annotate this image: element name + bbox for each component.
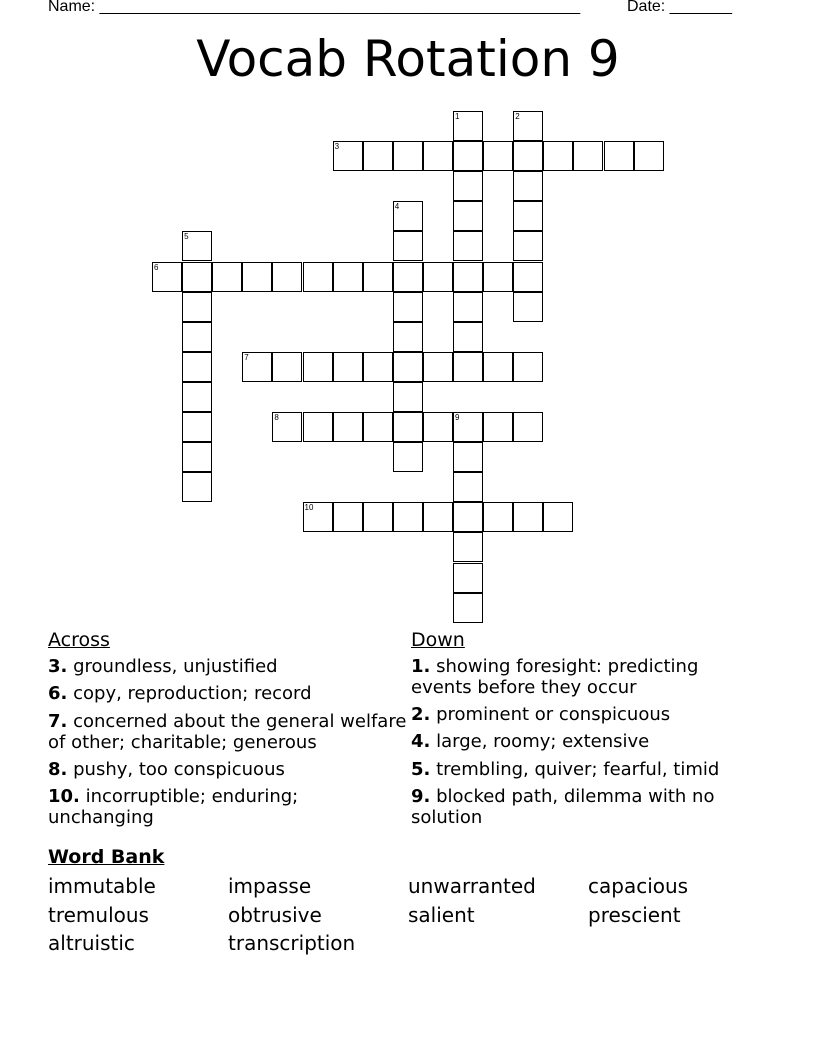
grid-cell[interactable]	[453, 502, 483, 532]
grid-cell[interactable]	[423, 141, 453, 171]
down-clue-1: 1. showing foresight: predicting events before they occur	[411, 656, 699, 698]
down-clue-2: 2. prominent or conspicuous	[411, 704, 671, 725]
clue-number: 1	[455, 112, 460, 121]
grid-cell[interactable]	[513, 262, 543, 292]
clue-number: 4	[394, 202, 400, 212]
grid-cell[interactable]	[303, 262, 333, 292]
grid-cell[interactable]	[453, 593, 483, 623]
word-bank-title: Word Bank	[48, 846, 165, 868]
grid-cell[interactable]	[333, 502, 363, 532]
down-clue-4: 4. large, roomy; extensive	[411, 731, 650, 752]
grid-cell[interactable]	[453, 352, 483, 382]
clue-number: 3	[334, 142, 340, 152]
down-heading: Down	[411, 629, 465, 651]
grid-cell[interactable]	[423, 412, 453, 442]
grid-cell[interactable]	[453, 472, 483, 502]
grid-cell[interactable]	[453, 111, 483, 141]
grid-cell[interactable]	[393, 141, 423, 171]
grid-cell[interactable]	[513, 502, 543, 532]
grid-cell[interactable]	[393, 502, 423, 532]
clue-number: 6	[154, 262, 159, 272]
grid-cell[interactable]	[363, 141, 393, 171]
grid-cell[interactable]	[513, 292, 543, 322]
across-clue-3: 3. groundless, unjustified	[48, 656, 278, 677]
down-clue-9: 9. blocked path, dilemma with no solution	[411, 786, 715, 828]
across-clue-8: 8. pushy, too conspicuous	[48, 759, 285, 780]
grid-cell[interactable]	[453, 563, 483, 593]
grid-cell[interactable]	[212, 262, 242, 292]
grid-cell[interactable]	[453, 442, 483, 472]
grid-cell[interactable]	[363, 262, 393, 292]
grid-cell[interactable]	[453, 231, 483, 261]
grid-cell[interactable]	[393, 201, 423, 231]
grid-cell[interactable]	[453, 141, 483, 171]
clue-number: 8	[274, 413, 279, 422]
grid-cell[interactable]	[333, 412, 363, 442]
grid-cell[interactable]	[634, 141, 664, 171]
down-clue-5: 5. trembling, quiver; fearful, timid	[411, 759, 720, 780]
grid-cell[interactable]	[393, 322, 423, 352]
across-clue-7: 7. concerned about the general welfare of other; charitable; generous	[48, 711, 407, 753]
across-clue-10: 10. incorruptible; enduring; unchanging	[48, 786, 299, 828]
across-heading: Across	[48, 629, 110, 651]
grid-cell[interactable]	[272, 412, 302, 442]
grid-cell[interactable]	[483, 502, 513, 532]
grid-cell[interactable]	[513, 412, 543, 442]
word-bank-item: obtrusive	[228, 903, 322, 927]
grid-cell[interactable]	[182, 352, 212, 382]
grid-cell[interactable]	[182, 412, 212, 442]
word-bank-item: capacious	[588, 874, 689, 898]
grid-cell[interactable]	[303, 502, 333, 532]
grid-cell[interactable]	[393, 412, 423, 442]
word-bank-item: impasse	[228, 874, 312, 898]
grid-cell[interactable]	[182, 322, 212, 352]
grid-cell[interactable]	[182, 292, 212, 322]
grid-cell[interactable]	[393, 292, 423, 322]
grid-cell[interactable]	[242, 352, 272, 382]
grid-cell[interactable]	[423, 502, 453, 532]
grid-cell[interactable]	[303, 352, 333, 382]
word-bank-item: salient	[408, 903, 475, 927]
grid-cell[interactable]	[423, 262, 453, 292]
grid-cell[interactable]	[604, 141, 634, 171]
grid-cell[interactable]	[513, 111, 543, 141]
grid-cell[interactable]	[363, 352, 393, 382]
page-title: Vocab Rotation 9	[196, 30, 620, 88]
word-bank-item: prescient	[588, 903, 681, 927]
grid-cell[interactable]	[483, 262, 513, 292]
grid-cell[interactable]	[182, 382, 212, 412]
clue-number: 7	[244, 352, 249, 362]
grid-cell[interactable]	[453, 412, 483, 442]
word-bank-item: unwarranted	[408, 874, 536, 898]
grid-cell[interactable]	[333, 352, 363, 382]
word-bank-item: tremulous	[48, 903, 149, 927]
grid-cell[interactable]	[543, 502, 573, 532]
word-bank-item: altruistic	[48, 931, 135, 955]
grid-cell[interactable]	[573, 141, 603, 171]
grid-cell[interactable]	[363, 412, 393, 442]
grid-cell[interactable]	[453, 532, 483, 562]
grid-cell[interactable]	[513, 141, 543, 171]
across-clue-6: 6. copy, reproduction; record	[48, 683, 312, 704]
name-field[interactable]: Name: ______________________________________________________	[48, 0, 581, 15]
grid-cell[interactable]	[272, 352, 302, 382]
grid-cell[interactable]	[182, 472, 212, 502]
grid-cell[interactable]	[303, 412, 333, 442]
grid-cell[interactable]	[182, 262, 212, 292]
grid-cell[interactable]	[393, 262, 423, 292]
grid-cell[interactable]	[453, 171, 483, 201]
clue-number: 9	[455, 413, 460, 422]
grid-cell[interactable]	[152, 262, 182, 292]
grid-cell[interactable]	[393, 382, 423, 412]
clue-number: 10	[304, 503, 314, 513]
date-field[interactable]: Date: _______	[627, 0, 732, 15]
grid-cell[interactable]	[182, 231, 212, 261]
grid-cell[interactable]	[453, 262, 483, 292]
grid-cell[interactable]	[333, 262, 363, 292]
grid-cell[interactable]	[393, 352, 423, 382]
grid-cell[interactable]	[543, 141, 573, 171]
grid-cell[interactable]	[393, 442, 423, 472]
grid-cell[interactable]	[272, 262, 302, 292]
grid-cell[interactable]	[483, 412, 513, 442]
grid-cell[interactable]	[182, 442, 212, 472]
word-bank-item: immutable	[48, 874, 156, 898]
grid-cell[interactable]	[513, 231, 543, 261]
grid-cell[interactable]	[423, 352, 453, 382]
grid-cell[interactable]	[513, 201, 543, 231]
grid-cell[interactable]	[242, 262, 272, 292]
grid-cell[interactable]	[483, 352, 513, 382]
grid-cell[interactable]	[453, 292, 483, 322]
word-bank-item: transcription	[228, 931, 356, 955]
grid-cell[interactable]	[453, 322, 483, 352]
grid-cell[interactable]	[513, 171, 543, 201]
clue-number: 2	[515, 112, 520, 121]
grid-cell[interactable]	[393, 231, 423, 261]
grid-cell[interactable]	[333, 141, 363, 171]
grid-cell[interactable]	[483, 141, 513, 171]
clue-number: 5	[184, 232, 189, 242]
grid-cell[interactable]	[453, 201, 483, 231]
grid-cell[interactable]	[513, 352, 543, 382]
grid-cell[interactable]	[363, 502, 393, 532]
